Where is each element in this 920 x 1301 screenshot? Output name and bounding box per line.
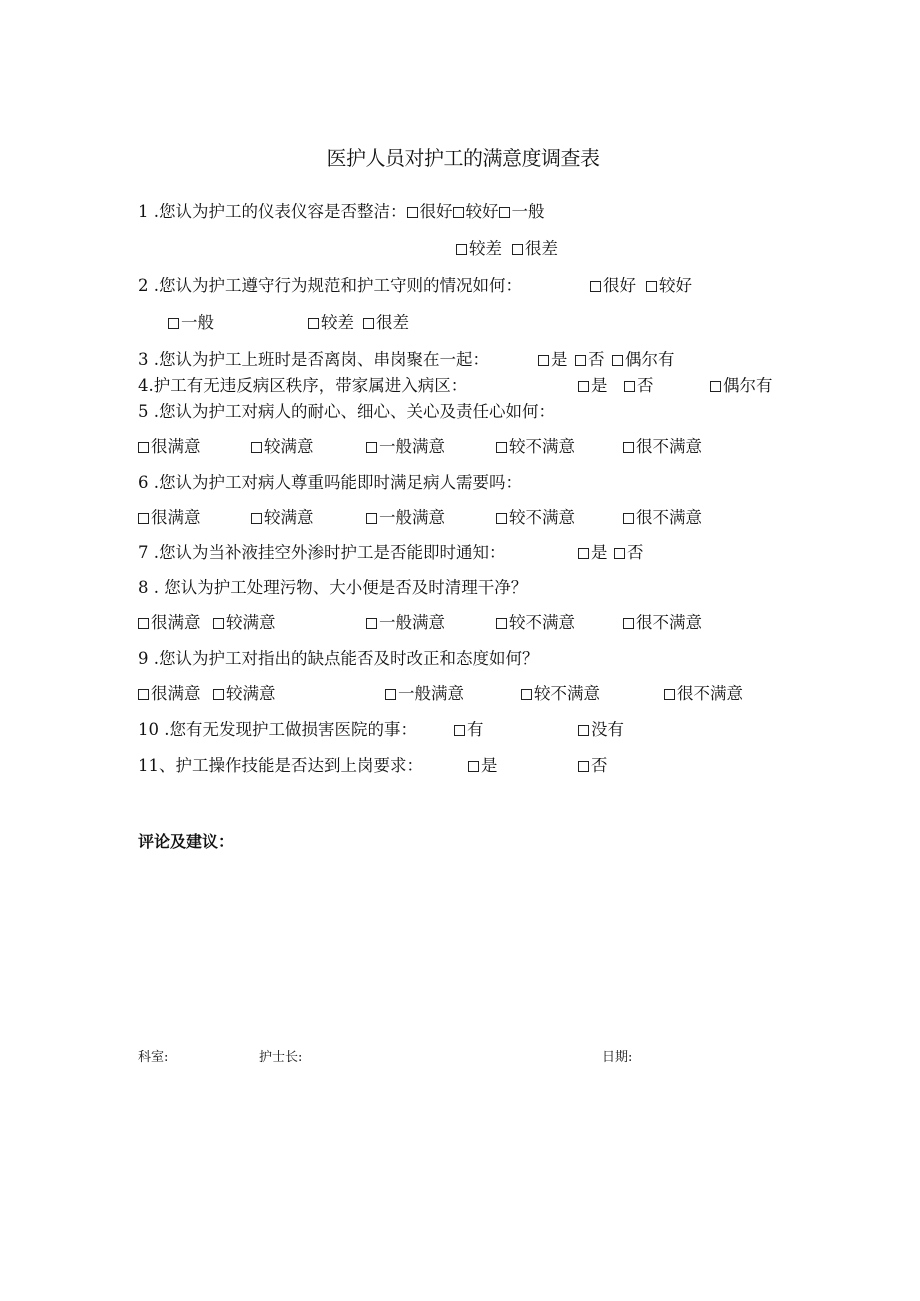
checkbox-icon[interactable]	[407, 207, 418, 218]
checkbox-icon[interactable]	[456, 244, 467, 255]
q3-opt-3[interactable]: 偶尔有	[612, 349, 675, 371]
checkbox-icon[interactable]	[496, 513, 507, 524]
checkbox-icon[interactable]	[578, 548, 589, 559]
checkbox-icon[interactable]	[251, 513, 262, 524]
checkbox-icon[interactable]	[578, 725, 589, 736]
q10-opt-2[interactable]: 没有	[578, 719, 624, 741]
q5-opt-2[interactable]: 较满意	[251, 436, 314, 458]
q11-opt-1[interactable]: 是	[468, 755, 498, 777]
q4-opt-1[interactable]: 是	[578, 375, 608, 397]
checkbox-icon[interactable]	[623, 442, 634, 453]
q9-opt-1[interactable]: 很满意	[138, 683, 201, 705]
checkbox-icon[interactable]	[578, 761, 589, 772]
q9-opt-4[interactable]: 较不满意	[521, 683, 600, 705]
checkbox-icon[interactable]	[454, 725, 465, 736]
checkbox-icon[interactable]	[138, 442, 149, 453]
comments-label: 评论及建议：	[138, 832, 235, 851]
checkbox-icon[interactable]	[308, 318, 319, 329]
q4-opt-3[interactable]: 偶尔有	[710, 375, 773, 397]
checkbox-icon[interactable]	[664, 689, 675, 700]
checkbox-icon[interactable]	[624, 381, 635, 392]
checkbox-icon[interactable]	[366, 442, 377, 453]
date-label: 日期:	[602, 1050, 633, 1065]
checkbox-icon[interactable]	[138, 513, 149, 524]
q2-opt-1[interactable]: 很好	[590, 275, 636, 297]
q1-opt-1[interactable]: 很好	[407, 202, 453, 221]
q9-opt-5[interactable]: 很不满意	[664, 683, 743, 705]
checkbox-icon[interactable]	[538, 355, 549, 366]
checkbox-icon[interactable]	[213, 689, 224, 700]
dept-label: 科室:	[138, 1050, 169, 1065]
checkbox-icon[interactable]	[363, 318, 374, 329]
q4-opt-2[interactable]: 否	[624, 375, 654, 397]
checkbox-icon[interactable]	[496, 618, 507, 629]
q1-opt-2[interactable]: 较好	[453, 202, 499, 221]
q6-opt-5[interactable]: 很不满意	[623, 507, 702, 529]
head-nurse-label: 护士长:	[259, 1050, 303, 1065]
checkbox-icon[interactable]	[366, 513, 377, 524]
q3-opt-1[interactable]: 是	[538, 349, 568, 371]
checkbox-icon[interactable]	[168, 318, 179, 329]
q6-opt-2[interactable]: 较满意	[251, 507, 314, 529]
question-6-text: 6 .您认为护工对病人尊重吗能即时满足病人需要吗：	[138, 473, 522, 492]
q9-opt-2[interactable]: 较满意	[213, 683, 276, 705]
q6-opt-3[interactable]: 一般满意	[366, 507, 445, 529]
question-11-text: 11、护工操作技能是否达到上岗要求：	[138, 756, 423, 775]
q5-opt-1[interactable]: 很满意	[138, 436, 201, 458]
q1-opt-4[interactable]: 较差	[456, 238, 502, 260]
q7-opt-2[interactable]: 否	[614, 542, 644, 564]
checkbox-icon[interactable]	[521, 689, 532, 700]
q2-opt-2[interactable]: 较好	[646, 275, 692, 297]
q6-opt-1[interactable]: 很满意	[138, 507, 201, 529]
checkbox-icon[interactable]	[623, 513, 634, 524]
checkbox-icon[interactable]	[468, 761, 479, 772]
checkbox-icon[interactable]	[578, 381, 589, 392]
checkbox-icon[interactable]	[499, 207, 510, 218]
checkbox-icon[interactable]	[138, 618, 149, 629]
q5-opt-4[interactable]: 较不满意	[496, 436, 575, 458]
checkbox-icon[interactable]	[612, 355, 623, 366]
checkbox-icon[interactable]	[453, 207, 464, 218]
checkbox-icon[interactable]	[385, 689, 396, 700]
q5-opt-3[interactable]: 一般满意	[366, 436, 445, 458]
q8-opt-2[interactable]: 较满意	[213, 612, 276, 634]
checkbox-icon[interactable]	[590, 281, 601, 292]
question-7-text: 7 .您认为当补液挂空外渗时护工是否能即时通知：	[138, 543, 506, 562]
q9-opt-3[interactable]: 一般满意	[385, 683, 464, 705]
checkbox-icon[interactable]	[710, 381, 721, 392]
checkbox-icon[interactable]	[646, 281, 657, 292]
checkbox-icon[interactable]	[213, 618, 224, 629]
q11-opt-2[interactable]: 否	[578, 755, 608, 777]
question-1-text: 1 .您认为护工的仪表仪容是否整洁：	[138, 202, 407, 221]
question-4-text: 4.护工有无违反病区秩序，带家属进入病区：	[138, 376, 468, 395]
q6-opt-4[interactable]: 较不满意	[496, 507, 575, 529]
q1-opt-5[interactable]: 很差	[512, 238, 558, 260]
q8-opt-4[interactable]: 较不满意	[496, 612, 575, 634]
q2-opt-3[interactable]: 一般	[168, 312, 214, 334]
q8-opt-3[interactable]: 一般满意	[366, 612, 445, 634]
checkbox-icon[interactable]	[623, 618, 634, 629]
checkbox-icon[interactable]	[614, 548, 625, 559]
checkbox-icon[interactable]	[366, 618, 377, 629]
q2-opt-4[interactable]: 较差	[308, 312, 354, 334]
q8-opt-1[interactable]: 很满意	[138, 612, 201, 634]
checkbox-icon[interactable]	[496, 442, 507, 453]
question-3-text: 3 .您认为护工上班时是否离岗、串岗聚在一起：	[138, 350, 489, 369]
q10-opt-1[interactable]: 有	[454, 719, 484, 741]
page-title: 医护人员对护工的满意度调查表	[326, 146, 600, 170]
q5-opt-5[interactable]: 很不满意	[623, 436, 702, 458]
question-8-text: 8 . 您认为护工处理污物、大小便是否及时清理干净？	[138, 578, 528, 597]
question-2-text: 2 .您认为护工遵守行为规范和护工守则的情况如何：	[138, 276, 522, 295]
q1-opt-3[interactable]: 一般	[499, 202, 545, 221]
question-1	[138, 201, 545, 223]
q2-opt-5[interactable]: 很差	[363, 312, 409, 334]
q7-opt-1[interactable]: 是	[578, 542, 608, 564]
question-10-text: 10 .您有无发现护工做损害医院的事：	[138, 720, 417, 739]
checkbox-icon[interactable]	[575, 355, 586, 366]
checkbox-icon[interactable]	[138, 689, 149, 700]
checkbox-icon[interactable]	[251, 442, 262, 453]
q3-opt-2[interactable]: 否	[575, 349, 605, 371]
question-9-text: 9 .您认为护工对指出的缺点能否及时改正和态度如何？	[138, 649, 539, 668]
question-5-text: 5 .您认为护工对病人的耐心、细心、关心及责任心如何：	[138, 402, 555, 421]
checkbox-icon[interactable]	[512, 244, 523, 255]
q8-opt-5[interactable]: 很不满意	[623, 612, 702, 634]
